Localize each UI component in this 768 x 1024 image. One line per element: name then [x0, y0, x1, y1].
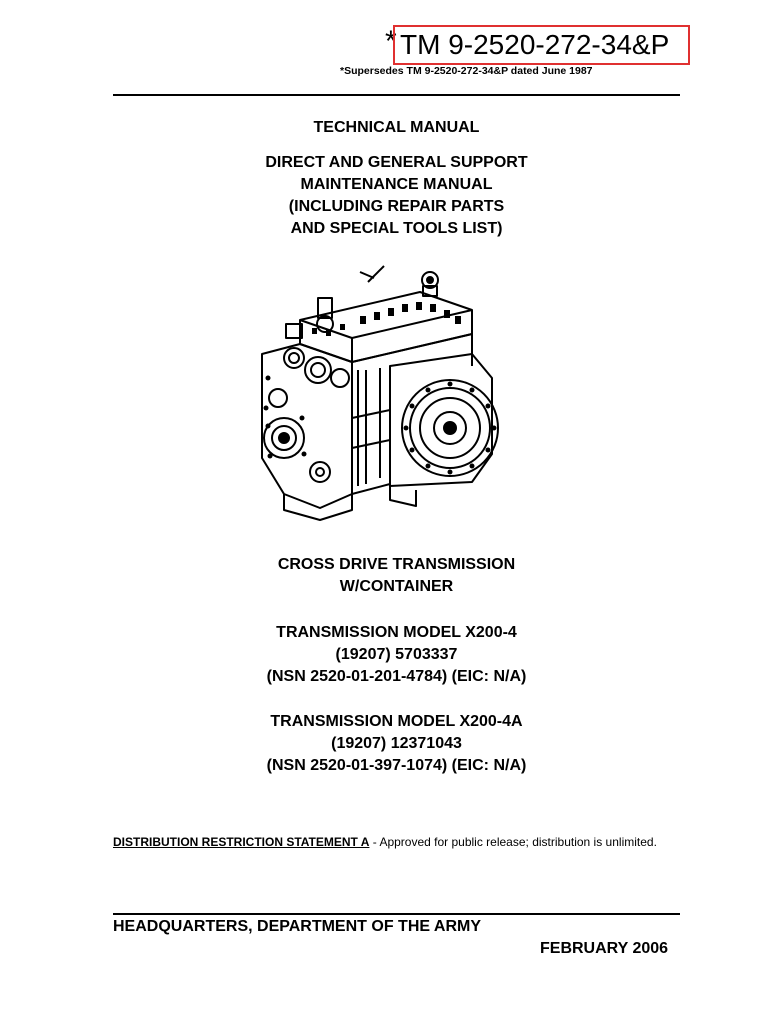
- model-part-number: (19207) 5703337: [335, 646, 458, 663]
- supersedes-note: *Supersedes TM 9-2520-272-34&P dated June 1987: [340, 65, 593, 77]
- title-line: MAINTENANCE MANUAL: [300, 176, 493, 193]
- title-line: (INCLUDING REPAIR PARTS: [288, 198, 505, 215]
- distribution-statement: [113, 835, 680, 850]
- title-line: DIRECT AND GENERAL SUPPORT: [265, 154, 528, 171]
- top-divider: [113, 94, 680, 96]
- headquarters: HEADQUARTERS, DEPARTMENT OF THE ARMY: [113, 918, 481, 935]
- title-line: AND SPECIAL TOOLS LIST): [290, 220, 503, 237]
- model-name: TRANSMISSION MODEL X200-4A: [270, 713, 523, 730]
- model-part-number: (19207) 12371043: [331, 735, 462, 752]
- distribution-text: - Approved for public release; distribution is unlimited.: [369, 835, 657, 849]
- bottom-divider: [113, 913, 680, 915]
- model-nsn: (NSN 2520-01-201-4784) (EIC: N/A): [266, 668, 527, 685]
- subject-line: CROSS DRIVE TRANSMISSION: [277, 556, 516, 573]
- model-block: [113, 622, 680, 688]
- publication-date: FEBRUARY 2006: [540, 940, 669, 957]
- subject-block: [113, 554, 680, 598]
- tm-asterisk: *: [385, 25, 397, 58]
- distribution-label: DISTRIBUTION RESTRICTION STATEMENT A: [113, 835, 370, 849]
- tm-number: TM 9-2520-272-34&P: [400, 29, 670, 60]
- model-nsn: (NSN 2520-01-397-1074) (EIC: N/A): [266, 757, 527, 774]
- manual-title: [113, 152, 680, 240]
- transmission-illustration-icon: [240, 258, 520, 528]
- model-block: [113, 711, 680, 777]
- model-name: TRANSMISSION MODEL X200-4: [276, 624, 517, 641]
- manual-type: [113, 118, 680, 138]
- subject-line: W/CONTAINER: [339, 578, 454, 595]
- manual-type-label: TECHNICAL MANUAL: [313, 119, 480, 136]
